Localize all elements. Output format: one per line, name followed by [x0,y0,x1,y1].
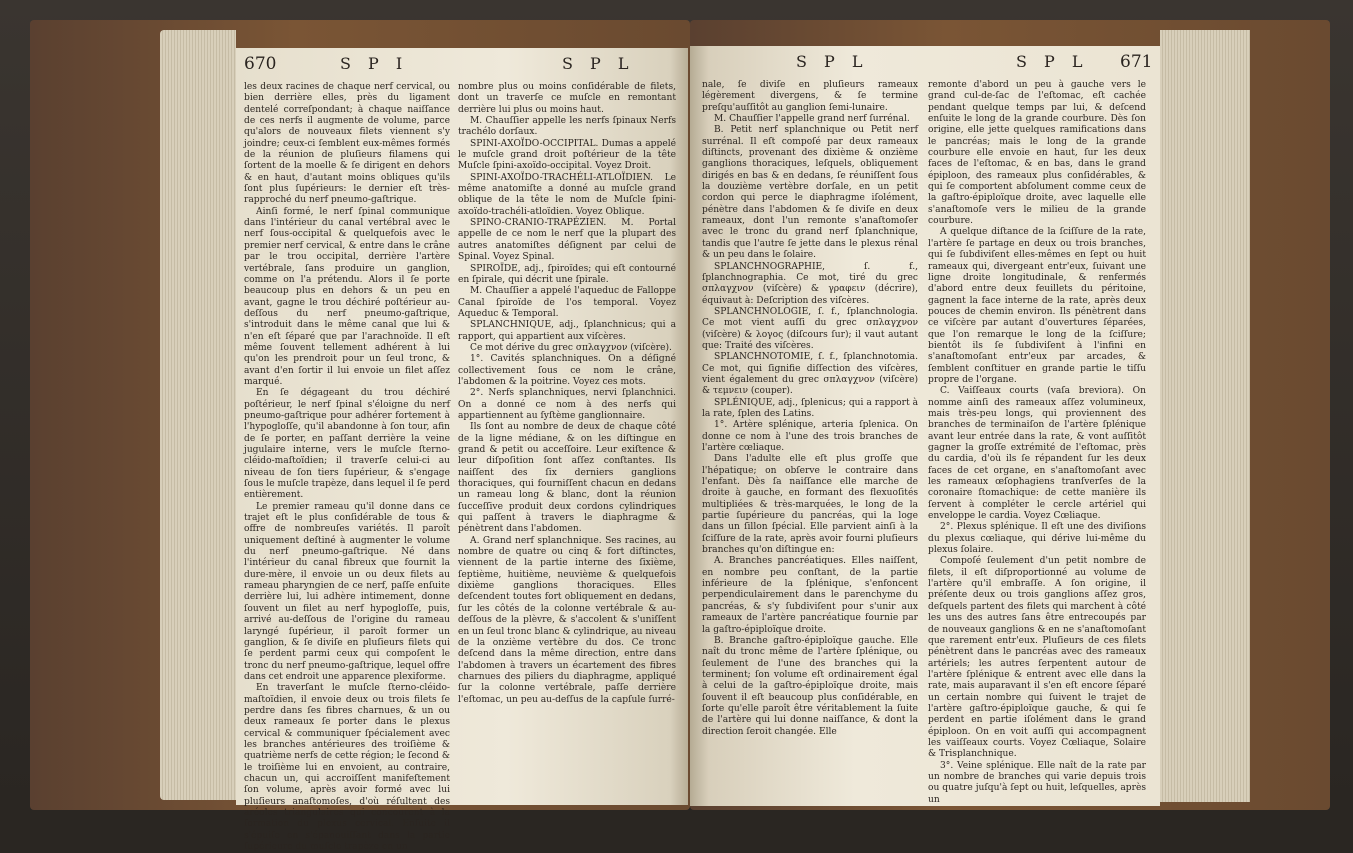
paragraph: Dans l'adulte elle eſt plus groſſe que l'hépatique; on obſerve le contraire dans l'enfant. Dès ſa naiſſance elle marche de droite à gauche, en formant des flexuoſités multipliées & très-marquées, le long de la partie ſupérieure du pancréas, qui la loge dans un ſillon ſpécial. Elle parvient ainſi à la ſciſſure de la rate, après avoir fourni pluſieurs branches qu'on diſtingue en: [702,454,918,556]
paragraph: 3°. Veine splénique. Elle naît de la rate par un nombre de branches qui varie depuis trois ou quatre juſqu'à ſept ou huit, leſquelles, après un [928,760,1146,805]
right-page [690,46,1160,806]
paragraph: C. Vaiſſeaux courts (vaſa breviora). On nomme ainſi des rameaux aſſez volumineux, mais très-peu longs, qui proviennent des branches de terminaiſon de l'artère ſplénique avant leur entrée dans la rate, & vont auſſitôt gagner la groſſe extrémité de l'eſtomac, près du cardia, d'où ils ſe répandent ſur les deux faces de cet organe, en s'anaſtomoſant avec les rameaux œſophagiens tranſverſes de la coronaire ſtomachique: de cette manière ils ſervent à compléter le cercle artériel qui enveloppe le cardia. Voyez Cœliaque. [928,386,1146,522]
dictionary-entry: SPINI-AXOÏDO-TRACHÉLI-ATLOÏDIEN. Le même anatomiſte a donné au muſcle grand oblique de la tête le nom de Muſcle ſpini-axoïdo-trachéli-atloïdien. Voyez Oblique. [458,172,676,217]
page-number: 671 [1120,52,1153,72]
right-page-column-2 [928,80,1146,806]
paragraph: Ils ſont au nombre de deux de chaque côté de la ligne médiane, & on les diſtingue en grand & petit ou acceſſoire. Leur exiſtence & leur diſpoſition ſont aſſez conſtantes. Ils naiſſent des ſix derniers ganglions thoraciques, qui fourniſſent chacun en dedans un rameau long & blanc, dont la réunion ſucceſſive produit deux cordons cylindriques qui paſſent à travers le diaphragme & pénètrent dans l'abdomen. [458,422,676,535]
paragraph: B. Branche gaſtro-épiploïque gauche. Elle naît du tronc même de l'artère ſplénique, ou ſeulement de l'une des branches qui la terminent; ſon volume eſt ordinairement égal à celui de la gaſtro-épiploïque droite, mais ſouvent il eſt beaucoup plus conſidérable, en ſorte qu'elle paroît être véritablement la ſuite de l'artère qui lui donne naiſſance, & dont la direction ſeroit changée. Elle [702,635,918,737]
paragraph: 2°. Plexus splénique. Il eſt une des diviſions du plexus cœliaque, qui dérive lui-même du plexus ſolaire. [928,522,1146,556]
paragraph: 1°. Cavités splanchniques. On a déſigné collectivement ſous ce nom le crâne, l'abdomen & la poitrine. Voyez ces mots. [458,354,676,387]
dictionary-entry: SPLANCHNOLOGIE, ſ. f., ſplanchnologia. Ce mot vient auſſi du grec σπλαγχνον (viſcère) & λογος (diſcours ſur); il vaut autant que: Traité des viſcères. [702,306,918,351]
paragraph: Ainſi formé, le nerf ſpinal communique dans l'intérieur du canal vertébral avec le nerf ſous-occipital & quelquefois avec le premier nerf cervical, & entre dans le crâne par le trou occipital, derrière l'artère vertébrale, ſans produire un ganglion, comme on l'a prétendu. Alors il ſe porte beaucoup plus en dehors & un peu en avant, gagne le trou déchiré poſtérieur au-deſſous du nerf pneumo-gaſtrique, s'introduit dans le même canal que lui & n'en eſt ſéparé que par l'arachnoïde. Il eſt même ſouvent tellement adhérent à lui qu'on les prendroit pour un ſeul tronc, & avant d'en ſortir il lui envoie un filet aſſez marqué. [244,206,450,387]
paragraph: Le premier rameau qu'il donne dans ce trajet eſt le plus conſidérable de tous & offre de nombreuſes variétés. Il paroît uniquement deſtiné à augmenter le volume du nerf pneumo-gaſtrique. Né dans l'intérieur du canal fibreux que fournit la dure-mère, il envoie un ou deux filets au rameau pharyngien de ce nerf, paſſe enſuite derrière lui, lui adhère intimement, donne ſouvent un filet au nerf hypogloſſe, puis, arrivé au-deſſous de l'origine du rameau laryngé ſupérieur, il paroît former un ganglion, & ſe diviſe en pluſieurs filets qui ſe perdent parmi ceux qui compoſent le tronc du nerf pneumo-gaſtrique, lequel offre dans cet endroit une apparence plexiforme. [244,501,450,682]
running-header-left: S P I [340,54,409,73]
paragraph: En ſe dégageant du trou déchiré poſtérieur, le nerf ſpinal s'éloigne du nerf pneumo-gaſtrique pour adhérer fortement à l'hypogloſſe, qu'il abandonne à ſon tour, afin de ſe porter, en paſſant derrière la veine jugulaire interne, vers le muſcle ſterno-cléido-maſtoïdien; il traverſe celui-ci au niveau de ſon tiers ſupérieur, & s'engage ſous le muſcle trapèze, dans lequel il ſe perd entièrement. [244,388,450,501]
left-page [236,48,688,853]
running-header-right: S P L [562,54,635,73]
running-header-right: S P L [1016,52,1089,71]
dictionary-entry: SPIROÏDE, adj., ſpiroïdes; qui eſt contourné en ſpirale, qui décrit une ſpirale. [458,263,676,285]
dictionary-entry: SPLANCHNOGRAPHIE, ſ. f., ſplanchnographia. Ce mot, tiré du grec σπλαγχνον (viſcère) & γραφειν (décrire), équivaut à: Deſcription des viſcères. [702,261,918,306]
dictionary-entry: SPINI-AXOÏDO-OCCIPITAL. Dumas a appelé le muſcle grand droit poſtérieur de la tête Muſcle ſpini-axoïdo-occipital. Voyez Droit. [458,138,676,172]
left-page-column-1 [244,82,450,853]
paragraph: A. Branches pancréatiques. Elles naiſſent, en nombre peu conſtant, de la partie inférieure de la ſplénique, s'enfoncent perpendiculairement dans le parenchyme du pancréas, & s'y ſubdiviſent pour s'unir aux rameaux de l'artère pancréatique fournie par la gaſtro-épiploïque droite. [702,556,918,635]
paragraph: Ce mot dérive du grec σπλαγχνον (viſcère). [470,342,672,353]
paragraph: M. Chauſſier a appelé l'aqueduc de Falloppe Canal ſpiroïde de l'os temporal. Voyez Aqueduc & Temporal. [458,286,676,319]
paragraph: 2°. Nerfs splanchniques, nervi ſplanchnici. On a donné ce nom à des nerfs qui appartiennent au ſyſtème ganglionnaire. [458,388,676,421]
page-edges-right [1160,30,1250,802]
page-edges-left [160,30,236,800]
paragraph: les deux racines de chaque nerf cervical, ou bien derrière elles, près du ligament dentelé correſpondant; à chaque naiſſance de ces nerfs il augmente de volume, parce qu'alors de nouveaux filets viennent s'y joindre; ceux-ci ſemblent eux-mêmes formés de la réunion de pluſieurs filamens qui ſortent de la moelle & ſe dirigent en dehors & en haut, d'autant moins obliques qu'ils ſont plus ſupérieurs: le dernier eſt très-rapproché du nerf pneumo-gaſtrique. [244,82,450,206]
left-page-column-2 [458,82,676,706]
running-header-left: S P L [796,52,869,71]
dictionary-entry: SPLÉNIQUE, adj., ſplenicus; qui a rapport à la rate, ſplen des Latins. [702,397,918,419]
paragraph: Compoſé ſeulement d'un petit nombre de filets, il eſt diſproportionné au volume de l'artère qu'il embraſſe. A ſon origine, il préſente deux ou trois ganglions aſſez gros, deſquels partent des filets qui marchent à côté les uns des autres ſans être entrecoupés par de nouveaux ganglions & en ne s'anaſtomoſant que rarement entr'eux. Pluſieurs de ces filets pénètrent dans le pancréas avec des rameaux artériels; les autres ſerpentent autour de l'artère ſplénique & entrent avec elle dans la rate, mais auparavant il s'en eſt encore ſéparé un certain nombre qui ſuivent le trajet de l'artère gaſtro-épiploïque gauche, & qui ſe perdent en partie iſolément dans le grand épiploon. On en voit auſſi qui accompagnent les vaiſſeaux courts. Voyez Cœliaque, Solaire & Trisplanchnique. [928,556,1146,760]
paragraph: En traverſant le muſcle ſterno-cléido-maſtoïdien, il envoie deux ou trois filets ſe perdre dans ſes fibres charnues, & un ou deux rameaux ſe porter dans le plexus cervical & communiquer ſpécialement avec les branches antérieures des troiſième & quatrième nerfs de cette région; le ſecond & le troiſième lui en envoient, au contraire, chacun un, qui accroiſſent manifeſtement ſon volume, après avoir formé avec lui pluſieurs anaſtomoſes, d'où réſultent des aréoles triangulaires qui concourent à la formation du plexus cervical. Enſuite il s'épuiſe en s'épanouiſſant dans la partie ſupérieure du muſcle trapèze en un [244,683,450,853]
paragraph: B. Petit nerf splanchnique ou Petit nerf surrénal. Il eſt compoſé par deux rameaux diſtincts, provenant des dixième & onzième ganglions thoraciques, leſquels, obliquement dirigés en bas & en dedans, ſe réuniſſent ſous la douzième vertèbre dorſale, en un petit cordon qui perce le diaphragme iſolément, pénètre dans l'abdomen & ſe diviſe en deux rameaux, dont l'un remonte s'anaſtomoſer avec le tronc du grand nerf ſplanchnique, tandis que l'autre ſe jette dans le plexus rénal & un peu dans le ſolaire. [702,125,918,261]
paragraph: M. Chauſſier appelle les nerfs ſpinaux Nerfs trachélo dorſaux. [458,116,676,138]
paragraph: A. Grand nerf splanchnique. Ses racines, au nombre de quatre ou cinq & fort diſtinctes, viennent de la partie interne des ſixième, ſeptième, huitième, neuvième & quelquefois dixième ganglions thoraciques. Elles deſcendent toutes fort obliquement en dedans, ſur les côtés de la colonne vertébrale & au-deſſous de la plèvre, & s'accolent & s'uniſſent en un ſeul tronc blanc & cylindrique, au niveau de la onzième vertèbre du dos. Ce tronc deſcend dans la même direction, entre dans l'abdomen à travers un écartement des fibres charnues des piliers du diaphragme, appliqué ſur la colonne vertébrale, paſſe derrière l'eſtomac, un peu au-deſſus de la capſule ſurré- [458,535,676,705]
dictionary-entry: SPLANCHNIQUE, adj., ſplanchnicus; qui a rapport, qui appartient aux viſcères. [458,320,676,342]
dictionary-entry: SPINO-CRANIO-TRAPÉZIEN. M. Portal appelle de ce nom le nerf que la plupart des autres anatomiſtes déſignent par celui de Spinal. Voyez Spinal. [458,218,676,263]
dictionary-entry: SPLANCHNOTOMIE, ſ. f., ſplanchnotomia. Ce mot, qui ſignifie diſſection des viſcères, vient également du grec σπλαγχνον (viſcère) & τεμνειν (couper). [702,352,918,397]
paragraph: A quelque diſtance de la ſciſſure de la rate, l'artère ſe partage en deux ou trois branches, qui ſe ſubdiviſent elles-mêmes en ſept ou huit rameaux qui, divergeant entr'eux, ſuivant une ligne droite longitudinale, & renfermés d'abord entre deux feuillets du péritoine, gagnent la face interne de la rate, après deux pouces de chemin environ. Ils pénètrent dans ce viſcère par autant d'ouvertures ſéparées, que l'on remarque le long de la ſciſſure; bientôt ils ſe ſubdiviſent à l'infini en s'anaſtomoſant entr'eux par arcades, & ſemblent conſtituer en grande partie le tiſſu propre de l'organe. [928,227,1146,385]
paragraph: remonte d'abord un peu à gauche vers le grand cul-de-ſac de l'eſtomac, eſt cachée pendant quelque temps par lui, & deſcend enſuite le long de la grande courbure. Dès ſon origine, elle jette quelques ramifications dans le pancréas; mais le long de la grande courbure elle envoie en haut, ſur les deux faces de l'eſtomac, & en bas, dans le grand épiploon, des rameaux plus conſidérables, & qui ſe comportent abſolument comme ceux de la gaſtro-épiploïque droite, avec laquelle elle s'anaſtomoſe vers le milieu de la grande courbure. [928,80,1146,227]
page-number: 670 [244,54,277,74]
right-page-column-1 [702,80,918,738]
paragraph: 1°. Artère splénique, arteria ſplenica. On donne ce nom à l'une des trois branches de l'artère cœliaque. [702,420,918,453]
paragraph: nale, ſe diviſe en pluſieurs rameaux légèrement divergens, & ſe termine preſqu'auſſitôt au ganglion ſemi-lunaire. [702,80,918,113]
paragraph: M. Chauſſier l'appelle grand nerf ſurrénal. [714,114,910,125]
paragraph: nombre plus ou moins conſidérable de filets, dont un traverſe ce muſcle en remontant derrière lui plus ou moins haut. [458,82,676,115]
